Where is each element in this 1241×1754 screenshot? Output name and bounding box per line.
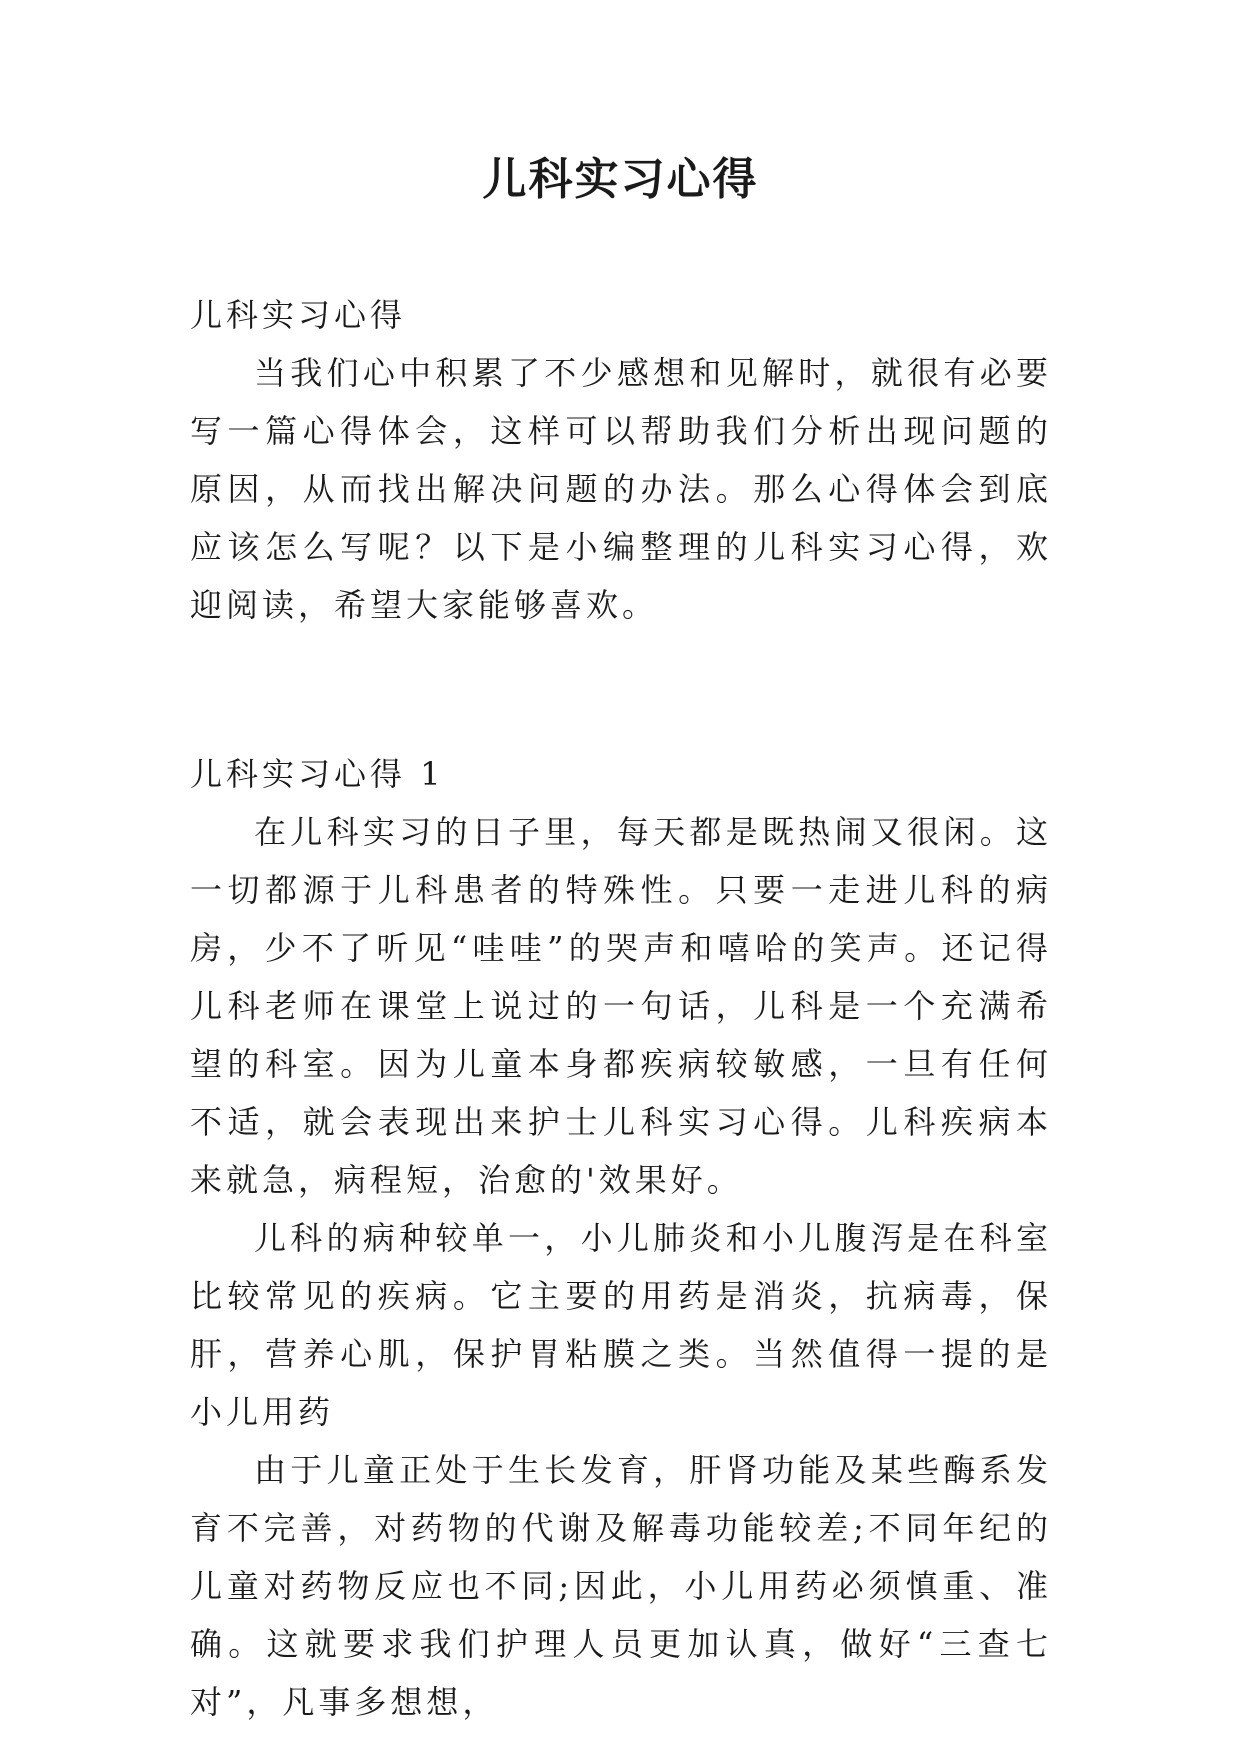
- section-1-paragraph: 由于儿童正处于生长发育，肝肾功能及某些酶系发育不完善，对药物的代谢及解毒功能较差;不同年纪的儿童对药物反应也不同;因此，小儿用药必须慎重、准确。这就要求我们护理人员更加认真，做好“三查七对”，凡事多想想，: [190, 1451, 1052, 1721]
- intro-heading: 儿科实习心得: [190, 296, 407, 334]
- section-1: [190, 745, 1052, 1731]
- intro-paragraph: 当我们心中积累了不少感想和见解时，就很有必要写一篇心得体会，这样可以帮助我们分析出现问题的原因，从而找出解决问题的办法。那么心得体会到底应该怎么写呢？以下是小编整理的儿科实习心得，欢迎阅读，希望大家能够喜欢。: [190, 354, 1052, 624]
- section-1-paragraph: 在儿科实习的日子里，每天都是既热闹又很闲。这一切都源于儿科患者的特殊性。只要一走进儿科的病房，少不了听见“哇哇”的哭声和嘻哈的笑声。还记得儿科老师在课堂上说过的一句话，儿科是一个充满希望的科室。因为儿童本身都疾病较敏感，一旦有任何不适，就会表现出来护士儿科实习心得。儿科疾病本来就急，病程短，治愈的'效果好。: [190, 813, 1052, 1199]
- section-1-paragraph: 儿科的病种较单一，小儿肺炎和小儿腹泻是在科室比较常见的疾病。它主要的用药是消炎，抗病毒，保肝，营养心肌，保护胃粘膜之类。当然值得一提的是小儿用药: [190, 1219, 1052, 1431]
- document-title: 儿科实习心得: [482, 154, 759, 205]
- section-1-heading: 儿科实习心得 1: [190, 755, 445, 793]
- intro-section: [190, 286, 1052, 634]
